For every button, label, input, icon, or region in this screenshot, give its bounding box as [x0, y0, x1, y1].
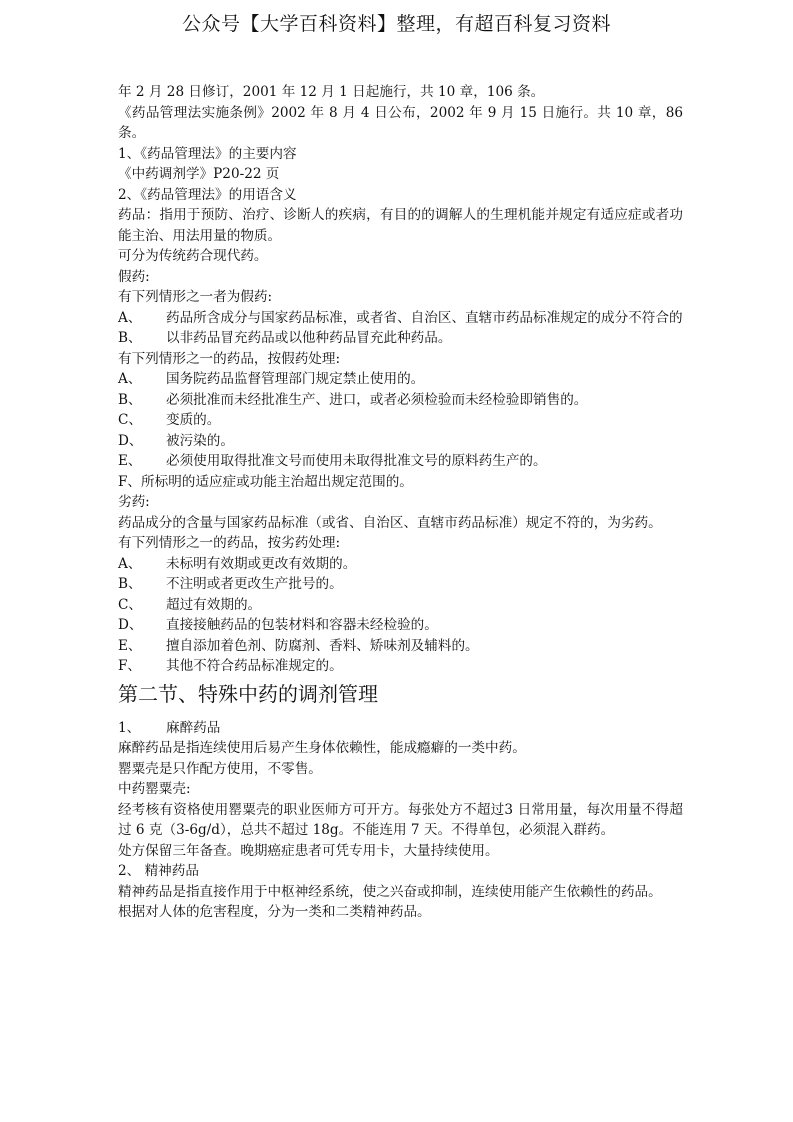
poppy-detail: 经考核有资格使用罂粟壳的职业医师方可开方。每张处方不超过3 日常用量，每次用量不得超过 6 克（3-6g/d），总共不超过 18g。不能连用 7 天。不得单包，必须混入群药。: [118, 801, 683, 838]
psycho-heading: 2、 精神药品: [118, 863, 199, 879]
list-item: [118, 431, 683, 452]
heading-text: 麻醉药品: [166, 719, 221, 736]
psycho-classes: 根据对人体的危害程度，分为一类和二类精神药品。: [118, 904, 431, 920]
intro-line: 年 2 月 28 日修订，2001 年 12 月 1 日起施行，共 10 章，106 条。: [118, 84, 545, 100]
list-item: [118, 451, 683, 472]
list-item: [118, 656, 683, 677]
list-item-label: A、: [118, 309, 142, 326]
list-item: [118, 595, 683, 616]
list-item-label: A、: [118, 555, 142, 572]
list-item-text: 必须使用取得批准文号而使用未取得批准文号的原料药生产的。: [166, 453, 547, 469]
list-item: [118, 636, 683, 657]
document-body: [118, 82, 683, 923]
intro-line: 2、《药品管理法》的用语含义: [118, 186, 297, 203]
intro-line: 1、《药品管理法》的主要内容: [118, 145, 297, 162]
drug-definition: 药品：指用于预防、治疗、诊断人的疾病，有目的的调解人的生理机能并规定有适应症或者功能主治、用法用量的物质。: [118, 207, 683, 244]
list-item-text: 被污染的。: [166, 432, 234, 449]
psycho-definition: 精神药品是指直接作用于中枢神经系统，使之兴奋或抑制，连续使用能产生依赖性的药品。: [118, 883, 662, 900]
page-header: 公众号【大学百科资料】整理，有超百科复习资料: [181, 13, 611, 35]
list-item-label: A、: [118, 371, 142, 387]
poppy-heading: 中药罂粟壳:: [118, 781, 191, 797]
list-item-text: 未标明有效期或更改有效期的。: [166, 555, 357, 572]
list-item-label: F、: [118, 658, 142, 674]
narcotic-heading: [118, 718, 683, 739]
fake-rule2-tail: F、所标明的适应症或功能主治超出规定范围的。: [118, 473, 413, 490]
list-item-text: 直接接触药品的包装材料和容器未经检验的。: [166, 617, 438, 633]
heading-number: 1、: [118, 719, 141, 736]
list-item: [118, 369, 683, 390]
fake-drug-heading: 假药:: [118, 268, 150, 285]
list-item: [118, 574, 683, 595]
list-item-label: B、: [118, 391, 142, 408]
list-item-text: 擅自添加着色剂、防腐剂、香料、矫味剂及辅料的。: [166, 637, 479, 654]
list-item-text: 药品所含成分与国家药品标准，或者省、自治区、直辖市药品标准规定的成分不符合的: [166, 309, 683, 326]
list-item-text: 国务院药品监督管理部门规定禁止使用的。: [166, 371, 425, 387]
list-item: [118, 390, 683, 411]
section-title: 第二节、特殊中药的调剂管理: [118, 681, 378, 706]
intro-line: 《中药调剂学》P20-22 页: [118, 166, 280, 182]
poppy-storage: 处方保留三年备查。晚期癌症患者可凭专用卡，大量持续使用。: [118, 842, 499, 859]
list-item-label: E、: [118, 453, 142, 469]
list-item-label: B、: [118, 576, 142, 592]
inferior-drug-heading: 劣药:: [118, 494, 150, 510]
list-item: [118, 615, 683, 636]
list-item-label: C、: [118, 412, 142, 428]
poppy-note: 罂粟壳是只作配方使用，不零售。: [118, 760, 322, 777]
list-item-text: 不注明或者更改生产批号的。: [166, 576, 343, 592]
list-item-text: 其他不符合药品标准规定的。: [166, 658, 343, 674]
intro-line: 可分为传统药合现代药。: [118, 248, 268, 264]
list-item-label: B、: [118, 330, 142, 346]
list-item: [118, 328, 683, 349]
fake-rule1-intro: 有下列情形之一者为假药:: [118, 289, 273, 305]
list-item: [118, 410, 683, 431]
list-item: [118, 554, 683, 575]
list-item-label: C、: [118, 596, 142, 613]
list-item-label: D、: [118, 617, 143, 633]
list-item-label: E、: [118, 637, 142, 654]
list-item-text: 超过有效期的。: [166, 596, 262, 613]
inferior-definition: 药品成分的含量与国家药品标准（或省、自治区、直辖市药品标准）规定不符的，为劣药。: [118, 514, 662, 531]
narcotic-definition: 麻醉药品是指连续使用后易产生身体依赖性，能成瘾癖的一类中药。: [118, 740, 526, 756]
list-item: [118, 308, 683, 329]
list-item-text: 变质的。: [166, 412, 221, 428]
list-item-text: 必须批准而未经批准生产、进口，或者必须检验而未经检验即销售的。: [166, 391, 588, 408]
list-item-text: 以非药品冒充药品或以他种药品冒充此种药品。: [166, 330, 452, 346]
intro-line: 《药品管理法实施条例》2002 年 8 月 4 日公布，2002 年 9 月 15 日施行。共 10 章，86 条。: [118, 104, 683, 141]
list-item-label: D、: [118, 432, 143, 449]
fake-rule2-intro: 有下列情形之一的药品，按假药处理:: [118, 350, 341, 367]
inferior-rule-intro: 有下列情形之一的药品，按劣药处理:: [118, 535, 341, 551]
